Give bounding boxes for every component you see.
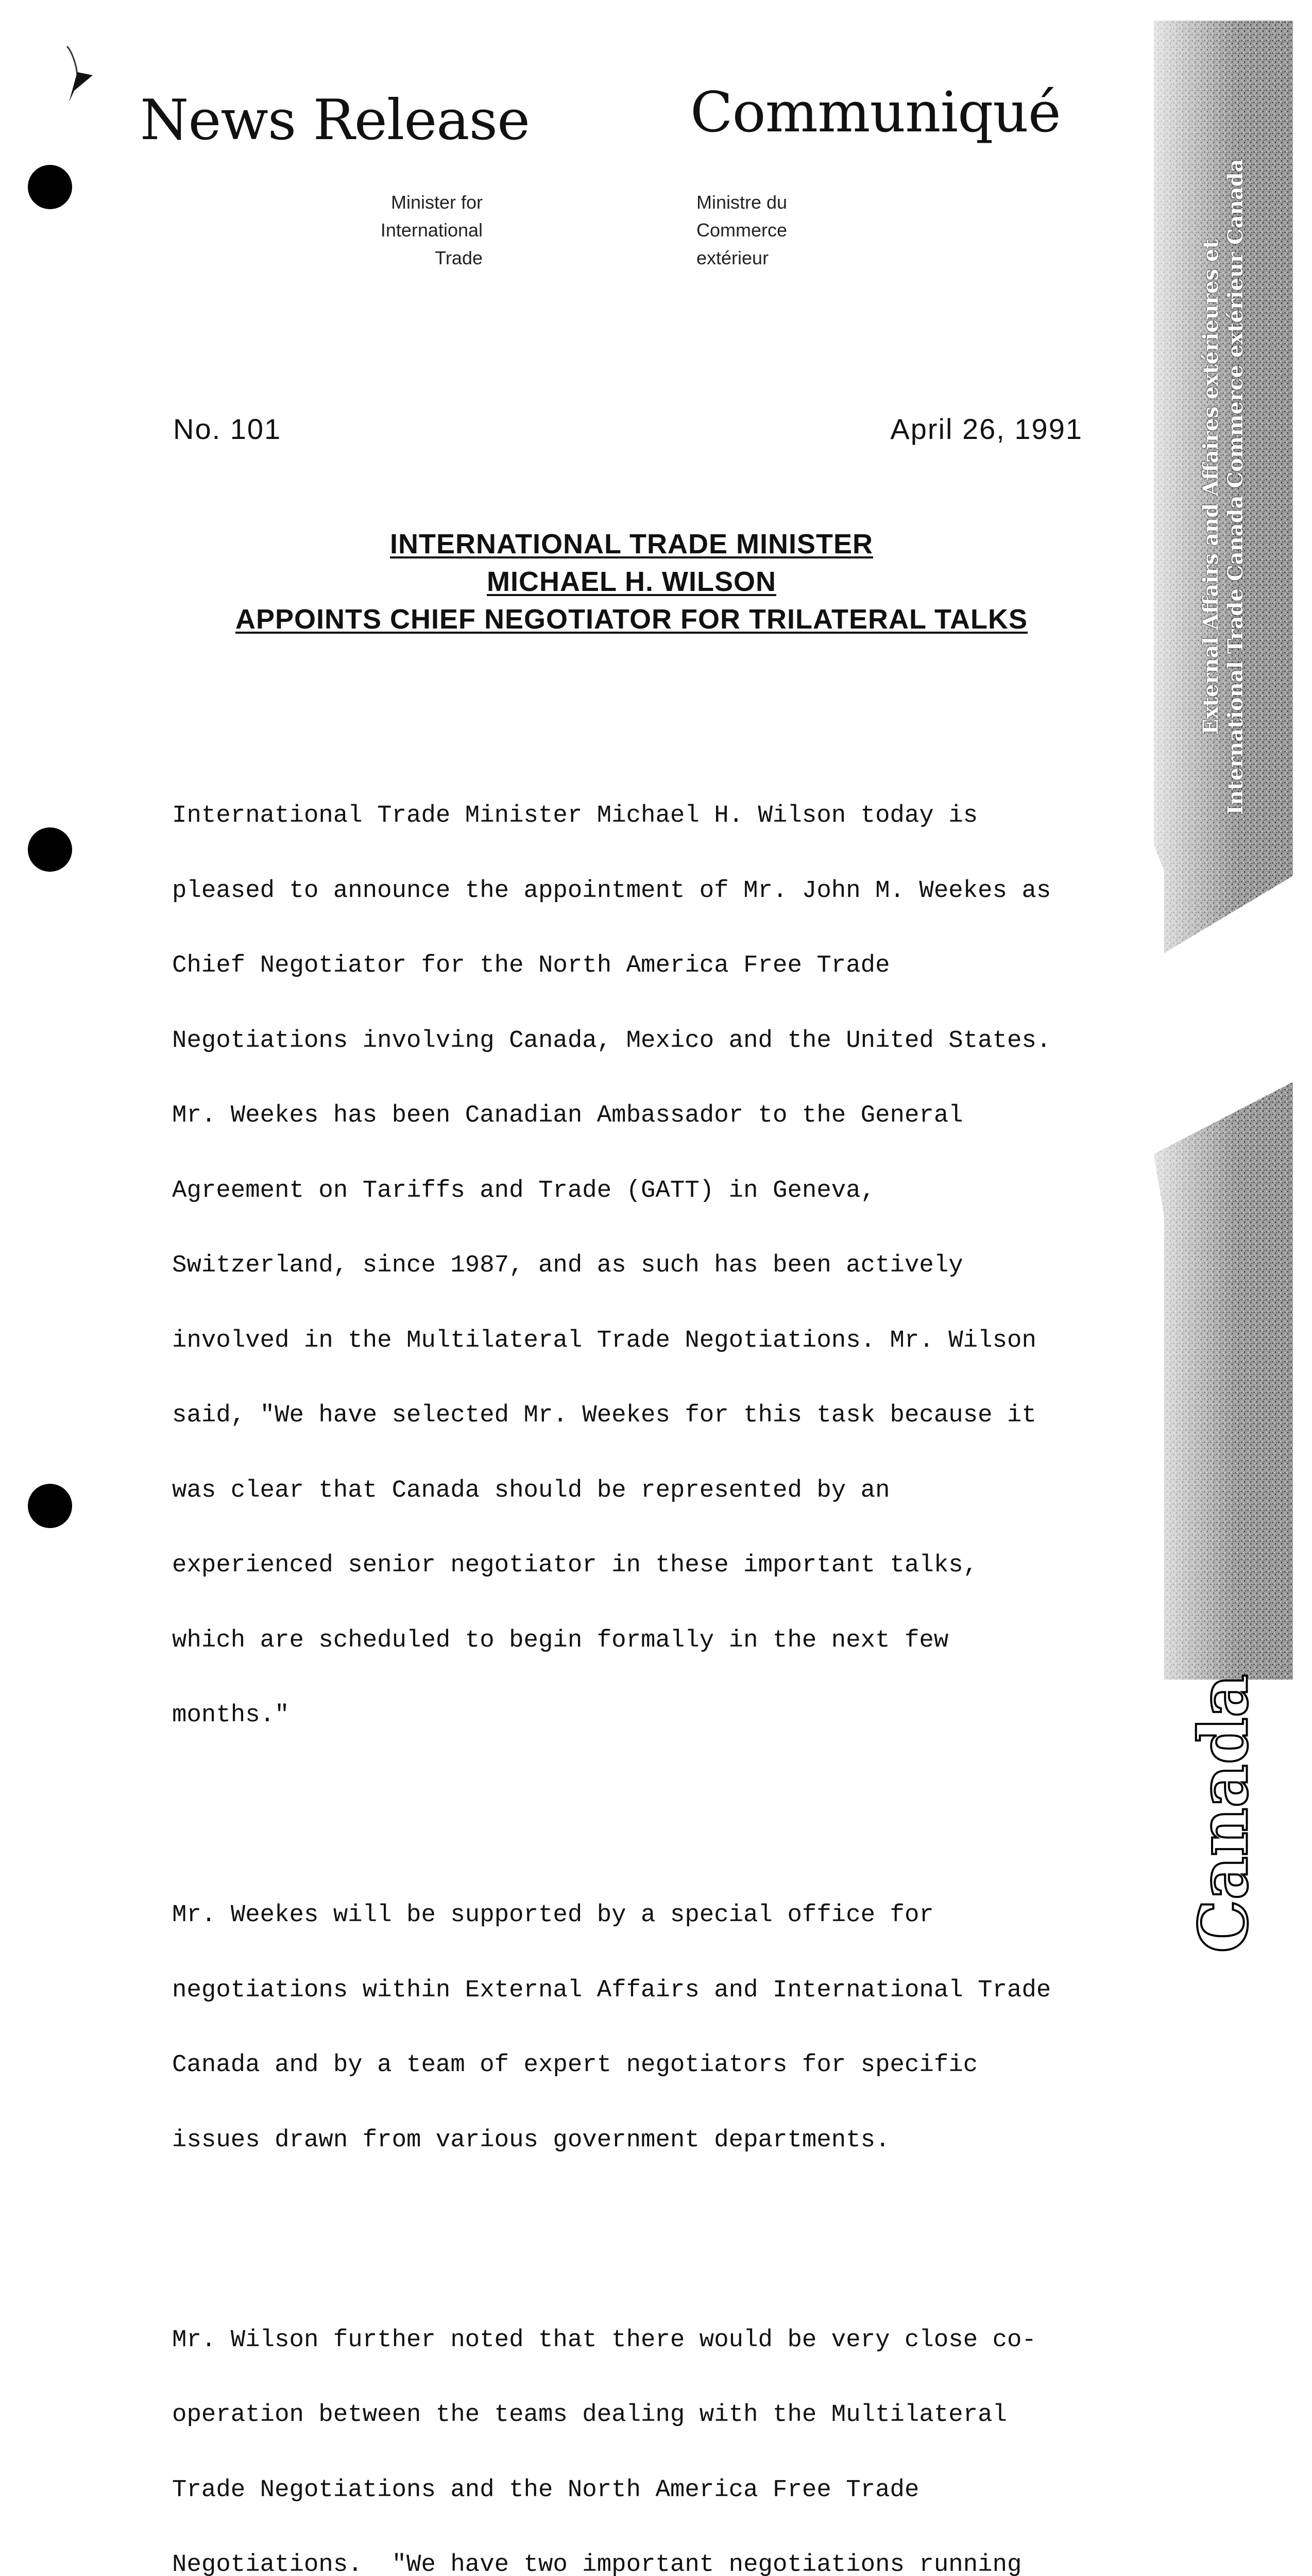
minister-label-line: Commerce [696, 216, 787, 244]
department-side-band [1154, 21, 1293, 953]
body-line: Mr. Weekes has been Canadian Ambassador to the General [172, 1104, 1094, 1129]
minister-label-en [381, 189, 483, 272]
body-line: Canada and by a team of expert negotiators for specific [172, 2053, 1094, 2078]
news-release-title: News Release [140, 93, 530, 148]
paragraph [172, 2278, 1094, 2576]
body-line: Negotiations. "We have two important negotiations running [172, 2553, 1094, 2576]
minister-label-line: Minister for [381, 189, 483, 216]
body-line: experienced senior negotiator in these important talks, [172, 1553, 1094, 1579]
body-line: issues drawn from various government departments. [172, 2128, 1094, 2154]
body-line: which are scheduled to begin formally in the next few [172, 1629, 1094, 1654]
body-line: Switzerland, since 1987, and as such has been actively [172, 1253, 1094, 1279]
band-label-line: International Trade Canada Commerce extérieur Canada [1223, 159, 1248, 815]
minister-label-line: Trade [381, 244, 483, 272]
canada-side-band [1154, 1082, 1293, 1680]
body-line: Trade Negotiations and the North America Free Trade [172, 2478, 1094, 2503]
minister-label-line: International [381, 216, 483, 244]
paragraph [172, 1853, 1094, 2203]
headline-line: INTERNATIONAL TRADE MINISTER [165, 526, 1098, 563]
body-line: International Trade Minister Michael H. Wilson today is [172, 804, 1094, 829]
headline-line: APPOINTS CHIEF NEGOTIATOR FOR TRILATERAL TALKS [165, 601, 1098, 638]
body-line: said, "We have selected Mr. Weekes for this task because it [172, 1403, 1094, 1429]
canada-wordmark: Canada [1184, 1674, 1263, 1953]
release-number: No. 101 [173, 412, 281, 446]
pen-mark-icon [62, 41, 118, 113]
minister-label-line: extérieur [696, 244, 787, 272]
speckle-texture [1154, 1082, 1293, 1680]
band-label-line: External Affairs and Affaires extérieures et [1199, 159, 1223, 815]
body-line: was clear that Canada should be represented by an [172, 1479, 1094, 1504]
minister-label-fr [696, 189, 787, 272]
minister-label-line: Ministre du [696, 189, 787, 216]
body-text [172, 704, 1094, 2576]
communique-title: Communiqué [690, 85, 1061, 141]
body-line: Agreement on Tariffs and Trade (GATT) in Geneva, [172, 1179, 1094, 1204]
punch-hole [28, 1484, 72, 1528]
body-line: negotiations within External Affairs and International Trade [172, 1978, 1094, 2004]
release-date: April 26, 1991 [890, 412, 1083, 446]
punch-hole [28, 165, 72, 209]
body-line: Mr. Wilson further noted that there would be very close co- [172, 2328, 1094, 2353]
body-line: Mr. Weekes will be supported by a special office for [172, 1903, 1094, 1928]
body-line: involved in the Multilateral Trade Negotiations. Mr. Wilson [172, 1329, 1094, 1354]
body-line: operation between the teams dealing with the Multilateral [172, 2403, 1094, 2428]
punch-hole [28, 827, 72, 872]
headline [165, 526, 1098, 638]
headline-line: MICHAEL H. WILSON [165, 563, 1098, 601]
paragraph [172, 754, 1094, 1778]
body-line: Negotiations involving Canada, Mexico and the United States. [172, 1029, 1094, 1054]
body-line: pleased to announce the appointment of Mr. John M. Weekes as [172, 879, 1094, 904]
body-line: Chief Negotiator for the North America Free Trade [172, 954, 1094, 979]
department-band-label [1199, 159, 1248, 815]
body-line: months." [172, 1703, 1094, 1728]
